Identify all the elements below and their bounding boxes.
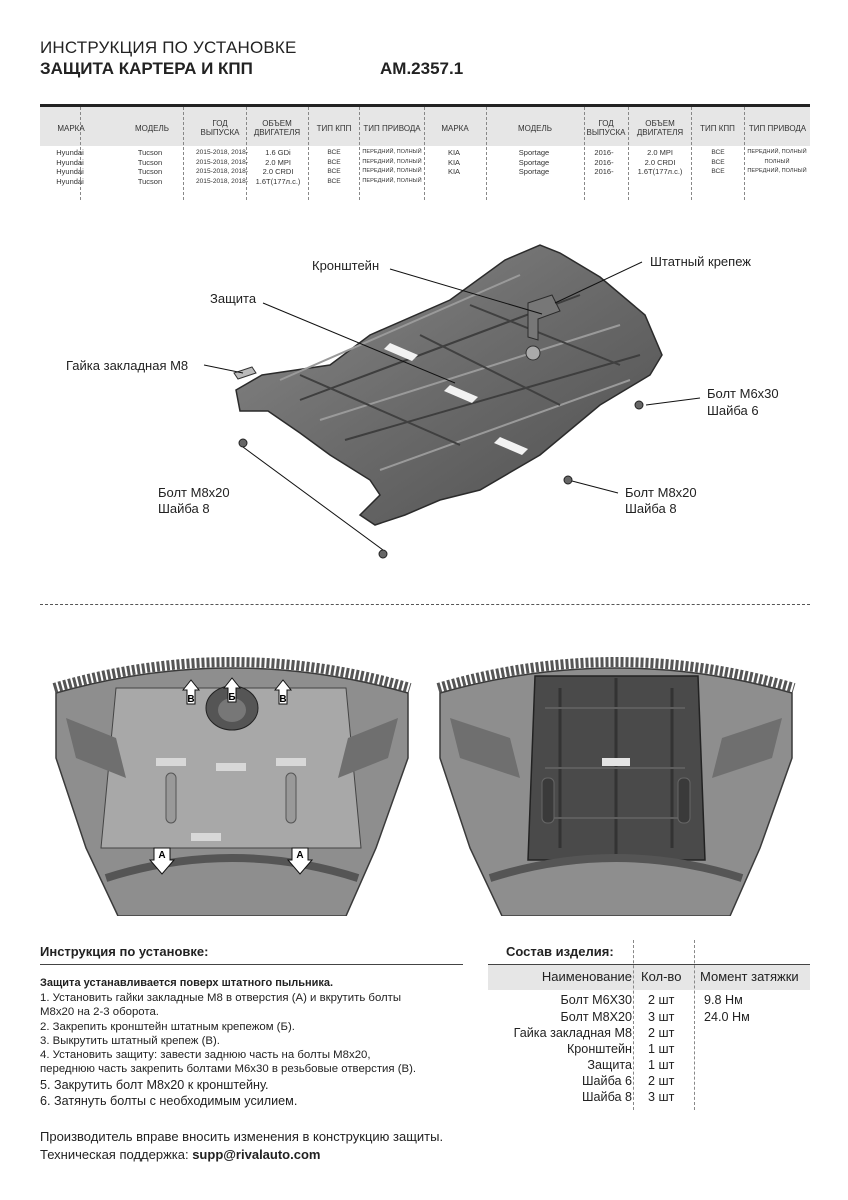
label-bracket: Кронштейн [312, 258, 380, 273]
comp-qty-2: 2 шт [648, 1026, 675, 1040]
photo-before [46, 648, 418, 916]
composition-col-torque: Момент затяжки [700, 969, 799, 984]
comp-name-0: Болт М6Х30 [560, 993, 632, 1007]
th-engine: ОБЪЕМ ДВИГАТЕЛЯ [253, 119, 301, 137]
disclaimer: Производитель вправе вносить изменения в конструкцию защиты. [40, 1129, 444, 1144]
label-nut: Гайка закладная М8 [66, 358, 189, 373]
section-divider [40, 604, 810, 605]
step-4b: переднюю часть закрепить болтами М6х30 в резьбовые отверстия (В). [40, 1063, 417, 1076]
comp-qty-4: 1 шт [648, 1058, 675, 1072]
col-gearbox-2: ВСЕ ВСЕ ВСЕ [711, 149, 725, 175]
comp-torque-1: 24.0 Нм [704, 1010, 750, 1024]
support-line [40, 1147, 320, 1162]
support-label: Техническая поддержка: [40, 1147, 193, 1162]
th-drive: ТИП ПРИВОДА [363, 123, 421, 133]
th-gearbox-2: ТИП КПП [700, 123, 735, 133]
comp-name-3: Кронштейн [566, 1042, 632, 1056]
col-engine: 1.6 GDi 2.0 MPI 2.0 CRDI 1.6T(177л.с.) [255, 148, 301, 186]
svg-text:А: А [296, 850, 304, 861]
comp-name-6: Шайба 8 [581, 1090, 632, 1104]
col-model-2: Sportage Sportage Sportage [518, 148, 550, 176]
application-table [40, 104, 810, 200]
composition-col-name: Наименование [541, 969, 632, 984]
step-4a: 4. Установить защиту: завести заднюю часть на болты М8х20, [40, 1049, 371, 1062]
instructions-lead: Защита устанавливается поверх штатного пыльника. [40, 977, 334, 989]
stock-fastener [526, 346, 540, 360]
comp-qty-5: 2 шт [648, 1074, 675, 1088]
th-drive-2: ТИП ПРИВОДА [748, 123, 807, 133]
col-brand: Hyundai Hyundai Hyundai Hyundai [56, 148, 84, 186]
col-model: Tucson Tucson Tucson Tucson [137, 148, 163, 186]
step-5: 5. Закрутить болт М8х20 к кронштейну. [40, 1077, 269, 1092]
bolt-m8-bottom [379, 550, 387, 558]
col-engine-2: 2.0 MPI 2.0 CRDI 1.6T(177л.с.) [637, 148, 683, 176]
doc-title: ИНСТРУКЦИЯ ПО УСТАНОВКЕ [40, 38, 297, 57]
comp-qty-3: 1 шт [648, 1042, 675, 1056]
comp-name-5: Шайба 6 [581, 1074, 632, 1088]
th-gearbox: ТИП КПП [316, 123, 352, 133]
th-brand: МАРКА [57, 123, 85, 133]
composition-title: Состав изделия: [506, 944, 614, 959]
label-bolt-m8-right-l2: Шайба 8 [625, 501, 677, 516]
comp-qty-0: 2 шт [648, 993, 675, 1007]
product-name: ЗАЩИТА КАРТЕРА И КПП [40, 59, 253, 78]
photo-after [430, 648, 802, 916]
step-2: 2. Закрепить кронштейн штатным крепежом (Б). [40, 1020, 295, 1033]
label-bolt-m8-left-l2: Шайба 8 [158, 501, 210, 516]
instructions-rule [40, 964, 463, 965]
step-1b: М8х20 на 2-3 оборота. [40, 1006, 159, 1019]
bolt-m6 [635, 401, 643, 409]
support-email[interactable]: supp@rivalauto.com [192, 1147, 321, 1162]
assembly-diagram [0, 215, 848, 585]
comp-name-4: Защита [587, 1058, 632, 1072]
label-bolt-m6-l2: Шайба 6 [707, 403, 759, 418]
col-drive: ПЕРЕДНИЙ, ПОЛНЫЙ ПЕРЕДНИЙ, ПОЛНЫЙ ПЕРЕДНИЙ, ПОЛНЫЙ ПЕРЕДНИЙ, ПОЛНЫЙ [362, 149, 422, 184]
label-stock-fastener: Штатный крепеж [650, 254, 751, 269]
col-gearbox: ВСЕ ВСЕ ВСЕ ВСЕ [327, 149, 341, 185]
product-code: AM.2357.1 [380, 59, 464, 78]
col-brand-2: KIA KIA KIA [447, 148, 461, 176]
th-model-2: МОДЕЛЬ [518, 123, 552, 133]
guard-plate [236, 245, 662, 525]
label-bolt-m8-right-l1: Болт М8х20 [625, 485, 697, 500]
label-guard: Защита [210, 291, 257, 306]
col-year-2: 2016- 2016- 2016- [594, 148, 614, 176]
comp-name-1: Болт М8Х20 [560, 1010, 632, 1024]
th-year: ГОД ВЫПУСКА [200, 119, 240, 137]
step-6: 6. Затянуть болты с необходимым усилием. [40, 1093, 298, 1108]
nut-m8 [234, 367, 256, 379]
comp-qty-6: 3 шт [648, 1090, 675, 1104]
svg-text:Б: Б [228, 692, 236, 703]
col-drive-2: ПЕРЕДНИЙ, ПОЛНЫЙ ПОЛНЫЙ ПЕРЕДНИЙ, ПОЛНЫЙ [747, 149, 807, 174]
comp-name-2: Гайка закладная М8 [513, 1026, 632, 1040]
th-year-2: ГОД ВЫПУСКА [586, 119, 626, 137]
th-model: МОДЕЛЬ [135, 123, 169, 133]
svg-text:В: В [187, 694, 195, 705]
composition-col-qty: Кол-во [641, 969, 682, 984]
th-engine-2: ОБЪЕМ ДВИГАТЕЛЯ [636, 119, 684, 137]
comp-qty-1: 3 шт [648, 1010, 675, 1024]
bolt-m8-left-top [239, 439, 247, 447]
instructions-steps [40, 991, 472, 1109]
svg-text:В: В [279, 694, 287, 705]
bolt-m8-right [564, 476, 572, 484]
instructions-title: Инструкция по установке: [40, 944, 209, 959]
svg-text:А: А [158, 850, 166, 861]
label-bolt-m8-left-l1: Болт М8х20 [158, 485, 230, 500]
step-1a: 1. Установить гайки закладные М8 в отверстия (А) и вкрутить болты [40, 992, 402, 1004]
th-brand-2: МАРКА [441, 123, 469, 133]
step-3: 3. Выкрутить штатный крепеж (В). [40, 1034, 220, 1047]
col-year: 2015-2018, 2018- 2015-2018, 2018- 2015-2018, 2018- 2015-2018, 2018- [195, 149, 249, 185]
comp-torque-0: 9.8 Нм [704, 993, 743, 1007]
label-bolt-m6-l1: Болт М6х30 [707, 386, 779, 401]
